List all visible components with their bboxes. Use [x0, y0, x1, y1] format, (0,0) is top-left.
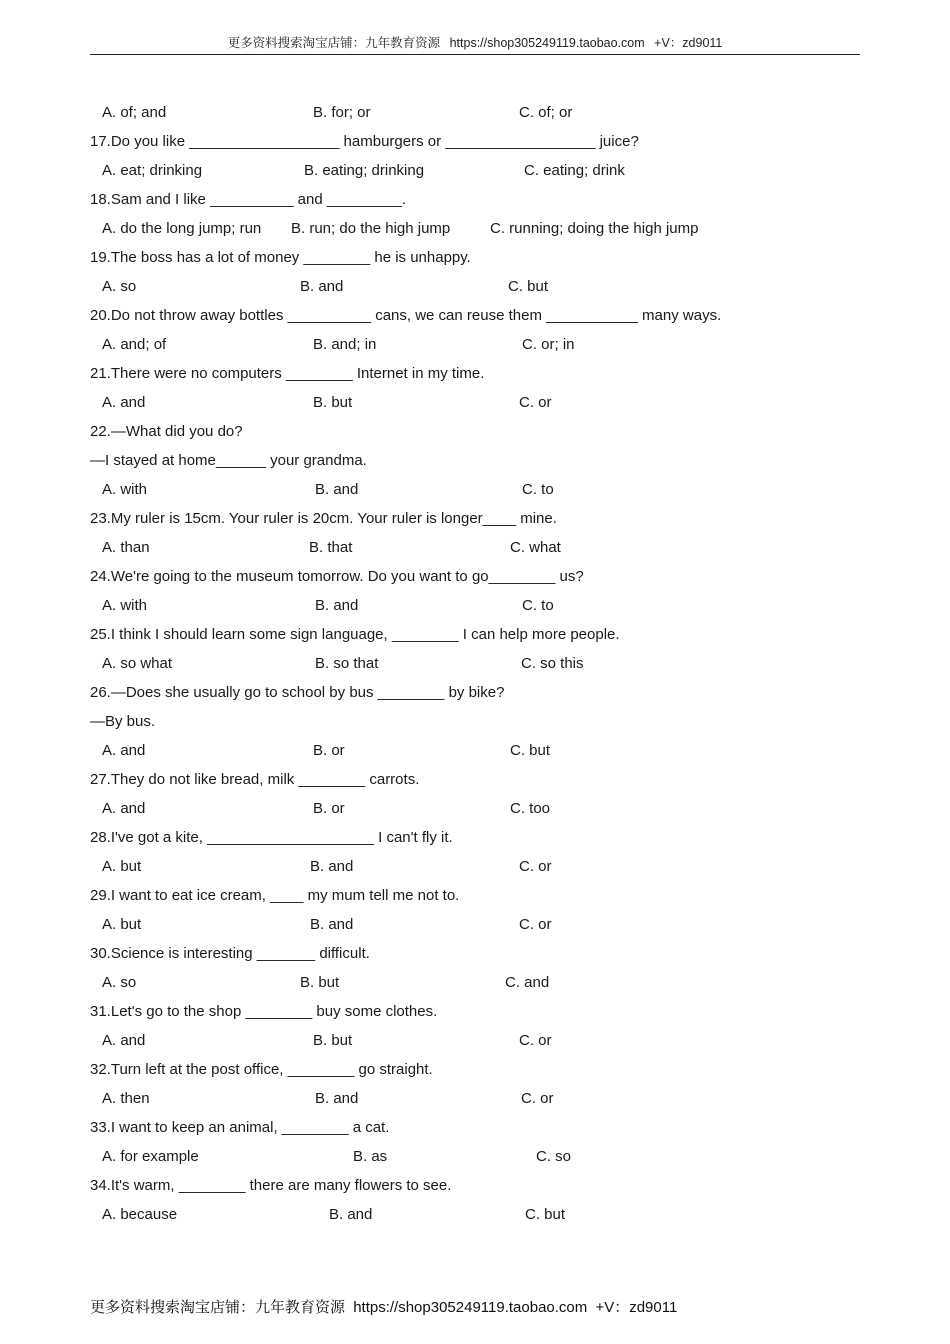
- option-a[interactable]: A. but: [102, 858, 142, 875]
- question-21: 21.There were no computers ________ Internet in my time.: [90, 365, 485, 382]
- options-row: [90, 475, 870, 504]
- option-a[interactable]: A. so: [102, 974, 137, 991]
- question-17: 17.Do you like __________________ hamburgers or __________________ juice?: [90, 133, 639, 150]
- option-c[interactable]: C. what: [510, 539, 561, 556]
- option-c[interactable]: C. to: [522, 597, 554, 614]
- header-contact: +V：zd9011: [654, 36, 723, 50]
- option-b[interactable]: B. and; in: [313, 336, 377, 353]
- option-c[interactable]: C. or: [519, 1032, 552, 1049]
- option-c[interactable]: C. to: [522, 481, 554, 498]
- option-b[interactable]: B. or: [313, 800, 345, 817]
- option-c[interactable]: C. of; or: [519, 104, 573, 121]
- option-a[interactable]: A. and: [102, 394, 146, 411]
- option-c[interactable]: C. or; in: [522, 336, 575, 353]
- options-row: [90, 330, 870, 359]
- option-a[interactable]: A. and: [102, 742, 146, 759]
- question-29: 29.I want to eat ice cream, ____ my mum tell me not to.: [90, 887, 460, 904]
- option-a[interactable]: A. so what: [102, 655, 173, 672]
- page-footer: [90, 1296, 681, 1317]
- option-a[interactable]: A. than: [102, 539, 150, 556]
- options-row: [90, 533, 870, 562]
- option-b[interactable]: B. and: [315, 597, 359, 614]
- question-18: 18.Sam and I like __________ and _________.: [90, 191, 407, 208]
- option-a[interactable]: A. with: [102, 481, 148, 498]
- option-b[interactable]: B. but: [313, 394, 353, 411]
- option-a[interactable]: A. and; of: [102, 336, 167, 353]
- options-row: [90, 1026, 870, 1055]
- option-b[interactable]: B. and: [315, 481, 359, 498]
- options-row: [90, 910, 870, 939]
- option-b[interactable]: B. and: [310, 916, 354, 933]
- options-row: [90, 214, 870, 243]
- page-header: [90, 33, 860, 55]
- question-30: 30.Science is interesting _______ difficult.: [90, 945, 370, 962]
- question-24: 24.We're going to the museum tomorrow. Do you want to go________ us?: [90, 568, 584, 585]
- option-a[interactable]: A. and: [102, 800, 146, 817]
- option-c[interactable]: C. or: [519, 858, 552, 875]
- header-shop-text: 更多资料搜索淘宝店铺：九年教育资源: [227, 36, 441, 50]
- option-c[interactable]: C. or: [519, 916, 552, 933]
- option-b[interactable]: B. but: [300, 974, 340, 991]
- options-row: [90, 272, 870, 301]
- options-row: [90, 388, 870, 417]
- option-c[interactable]: C. so this: [521, 655, 584, 672]
- option-a[interactable]: A. with: [102, 597, 148, 614]
- footer-contact: +V：zd9011: [595, 1299, 678, 1316]
- option-b[interactable]: B. or: [313, 742, 345, 759]
- option-b[interactable]: B. and: [300, 278, 344, 295]
- option-c[interactable]: C. so: [536, 1148, 572, 1165]
- option-c[interactable]: C. but: [510, 742, 551, 759]
- options-row: [90, 591, 870, 620]
- option-c[interactable]: C. but: [508, 278, 549, 295]
- option-b[interactable]: B. but: [313, 1032, 353, 1049]
- options-row: [90, 794, 870, 823]
- option-a[interactable]: A. for example: [102, 1148, 199, 1165]
- option-a[interactable]: A. because: [102, 1206, 178, 1223]
- question-20: 20.Do not throw away bottles __________ cans, we can reuse them ___________ many ways.: [90, 307, 722, 324]
- question-26-reply: —By bus.: [90, 713, 156, 730]
- options-row: [90, 736, 870, 765]
- option-a[interactable]: A. so: [102, 278, 137, 295]
- option-c[interactable]: C. too: [510, 800, 551, 817]
- option-a[interactable]: A. do the long jump; run: [102, 220, 262, 237]
- options-row: [90, 968, 870, 997]
- option-b[interactable]: B. as: [353, 1148, 388, 1165]
- question-33: 33.I want to keep an animal, ________ a cat.: [90, 1119, 390, 1136]
- options-row: [90, 649, 870, 678]
- option-b[interactable]: B. and: [329, 1206, 373, 1223]
- footer-url[interactable]: https://shop305249119.taobao.com: [353, 1299, 588, 1316]
- question-31: 31.Let's go to the shop ________ buy some clothes.: [90, 1003, 438, 1020]
- options-row: [90, 156, 870, 185]
- option-c[interactable]: C. and: [505, 974, 550, 991]
- option-a[interactable]: A. then: [102, 1090, 150, 1107]
- options-row: [90, 1200, 870, 1229]
- option-a[interactable]: A. and: [102, 1032, 146, 1049]
- option-c[interactable]: C. running; doing the high jump: [490, 220, 699, 237]
- options-row: [90, 1084, 870, 1113]
- option-b[interactable]: B. so that: [315, 655, 379, 672]
- question-25: 25.I think I should learn some sign language, ________ I can help more people.: [90, 626, 620, 643]
- options-row: [90, 1142, 870, 1171]
- option-b[interactable]: B. and: [315, 1090, 359, 1107]
- question-26: 26.—Does she usually go to school by bus ________ by bike?: [90, 684, 505, 701]
- question-22: 22.—What did you do?: [90, 423, 243, 440]
- options-row: [90, 852, 870, 881]
- question-34: 34.It's warm, ________ there are many flowers to see.: [90, 1177, 452, 1194]
- footer-shop-text: 更多资料搜索淘宝店铺：九年教育资源: [90, 1299, 346, 1316]
- option-c[interactable]: C. but: [525, 1206, 566, 1223]
- options-row: [90, 98, 870, 127]
- question-27: 27.They do not like bread, milk ________ carrots.: [90, 771, 420, 788]
- option-c[interactable]: C. or: [521, 1090, 554, 1107]
- header-url[interactable]: https://shop305249119.taobao.com: [449, 36, 645, 50]
- option-a[interactable]: A. of; and: [102, 104, 167, 121]
- question-32: 32.Turn left at the post office, ________ go straight.: [90, 1061, 433, 1078]
- option-b[interactable]: B. run; do the high jump: [291, 220, 451, 237]
- option-a[interactable]: A. eat; drinking: [102, 162, 203, 179]
- question-28: 28.I've got a kite, ____________________ I can't fly it.: [90, 829, 453, 846]
- option-c[interactable]: C. or: [519, 394, 552, 411]
- question-list: [90, 98, 870, 1229]
- option-b[interactable]: B. and: [310, 858, 354, 875]
- option-a[interactable]: A. but: [102, 916, 142, 933]
- option-c[interactable]: C. eating; drink: [524, 162, 625, 179]
- option-b[interactable]: B. that: [309, 539, 353, 556]
- question-23: 23.My ruler is 15cm. Your ruler is 20cm. Your ruler is longer____ mine.: [90, 510, 557, 527]
- option-b[interactable]: B. for; or: [313, 104, 371, 121]
- question-19: 19.The boss has a lot of money ________ he is unhappy.: [90, 249, 471, 266]
- option-b[interactable]: B. eating; drinking: [304, 162, 425, 179]
- question-22-reply: —I stayed at home______ your grandma.: [90, 452, 367, 469]
